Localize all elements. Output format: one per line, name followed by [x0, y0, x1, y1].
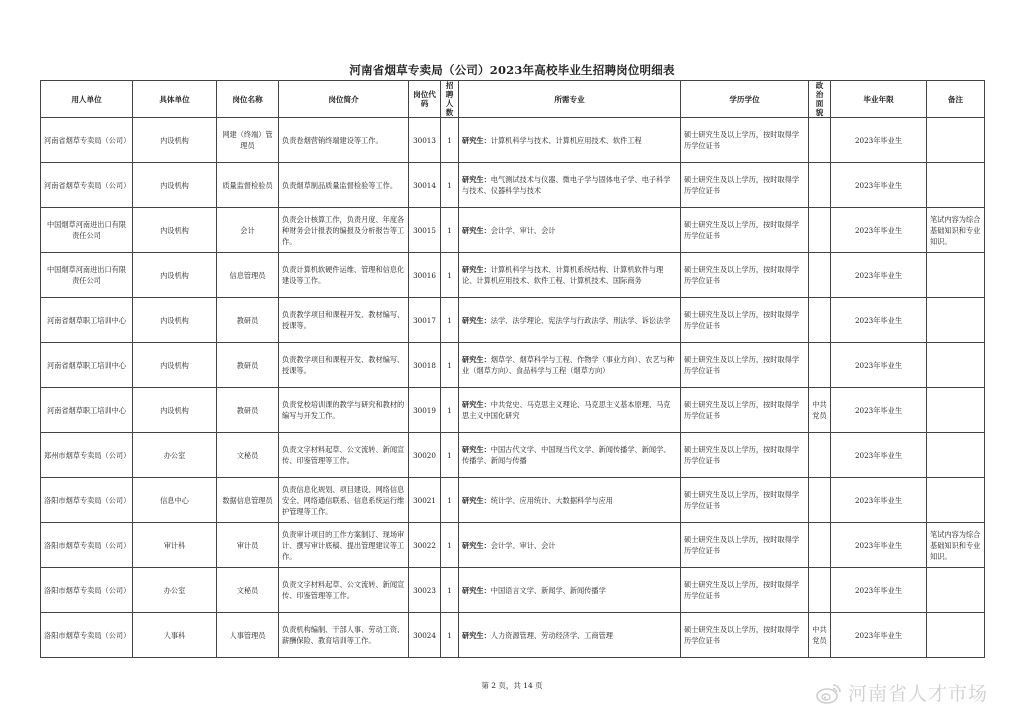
cell-intro: 负责教学项目和课程开发、教材编写、授课等。	[279, 298, 409, 343]
cell-code: 30018	[409, 343, 441, 388]
cell-count: 1	[441, 253, 459, 298]
cell-grad: 2023年毕业生	[831, 208, 927, 253]
table-header-row	[41, 81, 985, 118]
cell-grad: 2023年毕业生	[831, 523, 927, 568]
cell-intro: 负责会计核算工作，负责月度、年度各种财务会计报表的编报及分析报告等工作。	[279, 208, 409, 253]
cell-position: 质量监督检验员	[217, 163, 279, 208]
cell-grad: 2023年毕业生	[831, 388, 927, 433]
header-intro: 岗位简介	[279, 81, 409, 118]
cell-intro: 负责审计项目的工作方案制订、现场审计、撰写审计底稿、提出管理建议等工作。	[279, 523, 409, 568]
cell-dept: 内设机构	[133, 388, 217, 433]
cell-degree: 硕士研究生及以上学历，按时取得学历学位证书	[681, 388, 809, 433]
table-row	[41, 253, 985, 298]
cell-politics	[809, 568, 831, 613]
cell-major	[459, 118, 681, 163]
header-count: 招聘人数	[441, 81, 459, 118]
major-prefix: 研究生：	[462, 445, 491, 454]
cell-politics	[809, 118, 831, 163]
cell-unit: 中国烟草河南进出口有限责任公司	[41, 253, 133, 298]
cell-degree: 硕士研究生及以上学历，按时取得学历学位证书	[681, 568, 809, 613]
cell-dept: 审计科	[133, 523, 217, 568]
cell-grad: 2023年毕业生	[831, 298, 927, 343]
cell-code: 30023	[409, 568, 441, 613]
major-text: 会计学、审计、会计	[490, 540, 556, 550]
header-degree: 学历学位	[681, 81, 809, 118]
cell-major	[459, 388, 681, 433]
cell-intro: 负责文字材料起草、公文流转、新闻宣传、印鉴管理等工作。	[279, 568, 409, 613]
cell-position: 数据信息管理员	[217, 478, 279, 523]
header-unit: 用人单位	[41, 81, 133, 118]
cell-degree: 硕士研究生及以上学历，按时取得学历学位证书	[681, 253, 809, 298]
cell-degree: 硕士研究生及以上学历，按时取得学历学位证书	[681, 298, 809, 343]
cell-unit: 河南省烟草职工培训中心	[41, 343, 133, 388]
cell-major	[459, 298, 681, 343]
cell-politics	[809, 433, 831, 478]
major-prefix: 研究生：	[462, 175, 491, 184]
cell-count: 1	[441, 208, 459, 253]
cell-major	[459, 433, 681, 478]
cell-major	[459, 208, 681, 253]
weibo-icon	[816, 682, 842, 704]
cell-code: 30022	[409, 523, 441, 568]
cell-politics	[809, 253, 831, 298]
major-text: 计算机科学与技术、计算机系统结构、计算机软件与理论、计算机应用技术、软件工程、计算机技术、国际商务	[462, 265, 664, 285]
major-prefix: 研究生：	[462, 400, 491, 409]
cell-count: 1	[441, 523, 459, 568]
cell-grad: 2023年毕业生	[831, 433, 927, 478]
cell-position: 文秘员	[217, 433, 279, 478]
cell-politics	[809, 163, 831, 208]
cell-unit: 洛阳市烟草专卖局（公司）	[41, 613, 133, 658]
major-text: 人力资源管理、劳动经济学、工商管理	[490, 630, 613, 640]
cell-grad: 2023年毕业生	[831, 118, 927, 163]
cell-politics: 中共党员	[809, 613, 831, 658]
major-prefix: 研究生：	[462, 135, 491, 145]
cell-count: 1	[441, 568, 459, 613]
major-prefix: 研究生：	[462, 265, 491, 274]
cell-degree: 硕士研究生及以上学历，按时取得学历学位证书	[681, 478, 809, 523]
table-row	[41, 613, 985, 658]
cell-politics	[809, 298, 831, 343]
cell-code: 30017	[409, 298, 441, 343]
cell-dept: 办公室	[133, 568, 217, 613]
cell-code: 30015	[409, 208, 441, 253]
table-body	[41, 118, 985, 658]
cell-major	[459, 613, 681, 658]
cell-dept: 信息中心	[133, 478, 217, 523]
cell-code: 30020	[409, 433, 441, 478]
cell-politics	[809, 208, 831, 253]
cell-position: 人事管理员	[217, 613, 279, 658]
major-text: 电气测试技术与仪器、微电子学与固体电子学、电子科学与技术、仪器科学与技术	[462, 175, 671, 195]
header-position: 岗位名称	[217, 81, 279, 118]
cell-note	[927, 388, 985, 433]
table-row	[41, 163, 985, 208]
cell-note	[927, 568, 985, 613]
table-row	[41, 208, 985, 253]
cell-count: 1	[441, 118, 459, 163]
cell-position: 教研员	[217, 388, 279, 433]
cell-grad: 2023年毕业生	[831, 613, 927, 658]
major-text: 法学、法学理论、宪法学与行政法学、刑法学、诉讼法学	[490, 315, 671, 325]
cell-count: 1	[441, 478, 459, 523]
cell-major	[459, 568, 681, 613]
cell-unit: 中国烟草河南进出口有限责任公司	[41, 208, 133, 253]
cell-degree: 硕士研究生及以上学历，按时取得学历学位证书	[681, 343, 809, 388]
cell-position: 文秘员	[217, 568, 279, 613]
cell-note	[927, 298, 985, 343]
cell-unit: 河南省烟草职工培训中心	[41, 298, 133, 343]
cell-dept: 内设机构	[133, 298, 217, 343]
cell-note	[927, 433, 985, 478]
cell-count: 1	[441, 388, 459, 433]
table-row	[41, 568, 985, 613]
cell-politics	[809, 523, 831, 568]
cell-dept: 办公室	[133, 433, 217, 478]
cell-position: 网建（终端）管理员	[217, 118, 279, 163]
cell-unit: 郑州市烟草专卖局（公司）	[41, 433, 133, 478]
cell-intro: 负责机构编制、干部人事、劳动工资、薪酬保险、教育培训等工作。	[279, 613, 409, 658]
cell-unit: 洛阳市烟草专卖局（公司）	[41, 568, 133, 613]
cell-intro: 负责文字材料起草、公文流转、新闻宣传、印鉴管理等工作。	[279, 433, 409, 478]
cell-note	[927, 253, 985, 298]
cell-politics	[809, 343, 831, 388]
major-prefix: 研究生：	[462, 355, 491, 364]
cell-code: 30019	[409, 388, 441, 433]
cell-unit: 河南省烟草专卖局（公司）	[41, 118, 133, 163]
major-prefix: 研究生：	[462, 630, 491, 640]
cell-dept: 内设机构	[133, 253, 217, 298]
header-note: 备注	[927, 81, 985, 118]
cell-position: 信息管理员	[217, 253, 279, 298]
cell-grad: 2023年毕业生	[831, 478, 927, 523]
cell-unit: 河南省烟草职工培训中心	[41, 388, 133, 433]
table-row	[41, 118, 985, 163]
recruitment-table	[40, 80, 985, 658]
table-row	[41, 388, 985, 433]
cell-note	[927, 163, 985, 208]
cell-major	[459, 253, 681, 298]
table-row	[41, 523, 985, 568]
major-text: 计算机科学与技术、计算机应用技术、软件工程	[490, 135, 642, 145]
cell-code: 30014	[409, 163, 441, 208]
cell-note: 笔试内容为综合基础知识和专业知识。	[927, 523, 985, 568]
cell-degree: 硕士研究生及以上学历，按时取得学历学位证书	[681, 208, 809, 253]
major-prefix: 研究生：	[462, 585, 491, 595]
cell-politics: 中共党员	[809, 388, 831, 433]
watermark	[816, 679, 988, 706]
cell-position: 教研员	[217, 298, 279, 343]
cell-degree: 硕士研究生及以上学历，按时取得学历学位证书	[681, 523, 809, 568]
cell-count: 1	[441, 163, 459, 208]
cell-grad: 2023年毕业生	[831, 568, 927, 613]
cell-dept: 内设机构	[133, 208, 217, 253]
cell-degree: 硕士研究生及以上学历，按时取得学历学位证书	[681, 613, 809, 658]
header-politics: 政治面貌	[809, 81, 831, 118]
cell-count: 1	[441, 298, 459, 343]
cell-unit: 河南省烟草专卖局（公司）	[41, 163, 133, 208]
cell-major	[459, 163, 681, 208]
cell-intro: 负责教学项目和课程开发、教材编写、授课等。	[279, 343, 409, 388]
cell-note: 笔试内容为综合基础知识和专业知识。	[927, 208, 985, 253]
cell-politics	[809, 478, 831, 523]
cell-intro: 负责信息化规划、项目建设、网络信息安全、网络通信联系、信息系统运行维护管理等工作。	[279, 478, 409, 523]
cell-note	[927, 478, 985, 523]
cell-major	[459, 343, 681, 388]
cell-degree: 硕士研究生及以上学历，按时取得学历学位证书	[681, 433, 809, 478]
cell-count: 1	[441, 613, 459, 658]
major-text: 烟草学、烟草科学与工程、作物学（事业方向）、农艺与种业（烟草方向）、食品科学与工程（烟草方向）	[462, 355, 675, 375]
cell-grad: 2023年毕业生	[831, 343, 927, 388]
major-text: 中国古代文学、中国现当代文学、新闻传播学、新闻学、传播学、新闻与传播	[462, 445, 671, 465]
header-major: 所需专业	[459, 81, 681, 118]
cell-position: 审计员	[217, 523, 279, 568]
cell-code: 30021	[409, 478, 441, 523]
cell-note	[927, 613, 985, 658]
cell-count: 1	[441, 433, 459, 478]
table-row	[41, 478, 985, 523]
table-row	[41, 298, 985, 343]
cell-grad: 2023年毕业生	[831, 163, 927, 208]
table-row	[41, 433, 985, 478]
page-footer: 第 2 页，共 14 页	[481, 681, 543, 690]
cell-note	[927, 118, 985, 163]
watermark-text: 河南省人才市场	[848, 683, 989, 705]
header-dept: 具体单位	[133, 81, 217, 118]
cell-code: 30024	[409, 613, 441, 658]
major-text: 中共党史、马克思主义理论、马克思主义基本原理、马克思主义中国化研究	[462, 400, 671, 420]
table-row	[41, 343, 985, 388]
cell-intro: 负责计算机软硬件运维、管理和信息化建设等工作。	[279, 253, 409, 298]
cell-position: 教研员	[217, 343, 279, 388]
cell-code: 30016	[409, 253, 441, 298]
header-grad: 毕业年限	[831, 81, 927, 118]
cell-intro: 负责烟草制品质量监督检验等工作。	[279, 163, 409, 208]
cell-code: 30013	[409, 118, 441, 163]
header-code: 岗位代码	[409, 81, 441, 118]
cell-unit: 洛阳市烟草专卖局（公司）	[41, 478, 133, 523]
cell-grad: 2023年毕业生	[831, 253, 927, 298]
major-prefix: 研究生：	[462, 540, 491, 550]
page-title: 河南省烟草专卖局（公司）2023年高校毕业生招聘岗位明细表	[349, 63, 675, 77]
cell-count: 1	[441, 343, 459, 388]
major-text: 统计学、应用统计、大数据科学与应用	[490, 495, 613, 505]
cell-major	[459, 478, 681, 523]
cell-degree: 硕士研究生及以上学历，按时取得学历学位证书	[681, 118, 809, 163]
cell-dept: 人事科	[133, 613, 217, 658]
cell-dept: 内设机构	[133, 118, 217, 163]
cell-dept: 内设机构	[133, 163, 217, 208]
cell-degree: 硕士研究生及以上学历，按时取得学历学位证书	[681, 163, 809, 208]
major-text: 中国语言文学、新闻学、新闻传播学	[490, 585, 606, 595]
major-text: 会计学、审计、会计	[490, 225, 556, 235]
cell-note	[927, 343, 985, 388]
cell-unit: 洛阳市烟草专卖局（公司）	[41, 523, 133, 568]
major-prefix: 研究生：	[462, 315, 491, 325]
cell-dept: 内设机构	[133, 343, 217, 388]
cell-major	[459, 523, 681, 568]
major-prefix: 研究生：	[462, 225, 491, 235]
cell-intro: 负责党校培训课的教学与研究和教材的编写与开发工作。	[279, 388, 409, 433]
cell-position: 会计	[217, 208, 279, 253]
cell-intro: 负责卷烟营销终端建设等工作。	[279, 118, 409, 163]
major-prefix: 研究生：	[462, 495, 491, 505]
